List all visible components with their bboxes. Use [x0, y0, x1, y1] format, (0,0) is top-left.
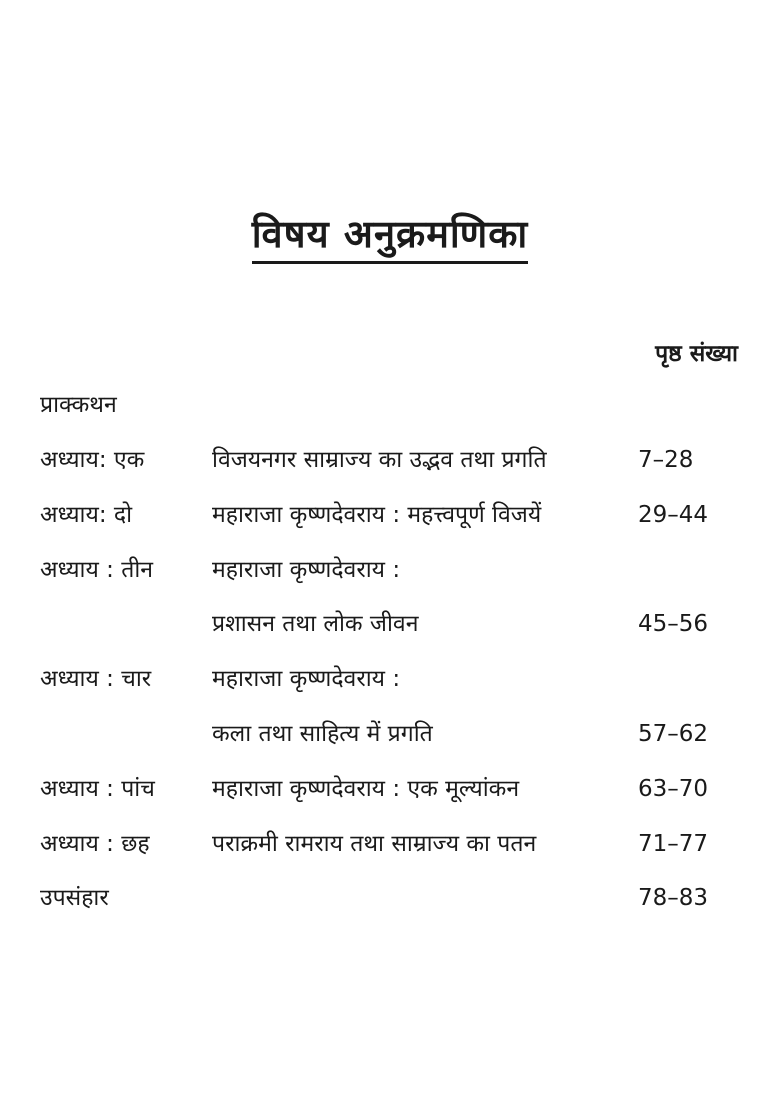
- toc-entry: [0, 385, 780, 425]
- toc-entry-pages: 57–62: [638, 721, 709, 747]
- toc-entry-pages: 45–56: [638, 611, 709, 637]
- toc-entry-chapter: अध्याय : चार: [40, 666, 152, 692]
- page-number-heading: पृष्ठ संख्या: [655, 341, 738, 367]
- toc-entry: [0, 878, 780, 918]
- toc-entry-pages: 7–28: [638, 447, 694, 473]
- toc-entry: [0, 714, 780, 754]
- toc-entry: [0, 769, 780, 809]
- toc-entry-chapter: उपसंहार: [40, 885, 109, 911]
- toc-entry-pages: 29–44: [638, 502, 709, 528]
- toc-entry-title: महाराजा कृष्णदेवराय :: [212, 557, 401, 583]
- toc-entry-pages: 71–77: [638, 831, 709, 857]
- toc-entry: [0, 604, 780, 644]
- toc-entry-chapter: अध्याय : पांच: [40, 776, 155, 802]
- toc-entry: [0, 550, 780, 590]
- toc-entry-title: महाराजा कृष्णदेवराय : एक मूल्यांकन: [212, 776, 520, 802]
- toc-entry-title: पराक्रमी रामराय तथा साम्राज्य का पतन: [212, 831, 537, 857]
- toc-entry-chapter: अध्याय: एक: [40, 447, 145, 473]
- toc-title: [0, 210, 780, 264]
- toc-entry: [0, 659, 780, 699]
- toc-entry-title: प्रशासन तथा लोक जीवन: [212, 611, 419, 637]
- toc-entry-title: विजयनगर साम्राज्य का उद्भव तथा प्रगति: [212, 447, 547, 473]
- toc-entry-chapter: अध्याय : छह: [40, 831, 150, 857]
- toc-entry: [0, 440, 780, 480]
- toc-entry-pages: 63–70: [638, 776, 709, 802]
- toc-entry-chapter: अध्याय : तीन: [40, 557, 154, 583]
- toc-entry: [0, 824, 780, 864]
- toc-entry: [0, 495, 780, 535]
- toc-entry-title: महाराजा कृष्णदेवराय : महत्त्वपूर्ण विजयें: [212, 502, 542, 528]
- toc-entry-chapter: अध्याय: दो: [40, 502, 133, 528]
- toc-entry-title: महाराजा कृष्णदेवराय :: [212, 666, 401, 692]
- toc-entry-chapter: प्राक्कथन: [40, 392, 117, 418]
- toc-title-text: विषय अनुक्रमणिका: [252, 210, 529, 264]
- toc-entry-pages: 78–83: [638, 885, 709, 911]
- toc-entry-title: कला तथा साहित्य में प्रगति: [212, 721, 433, 747]
